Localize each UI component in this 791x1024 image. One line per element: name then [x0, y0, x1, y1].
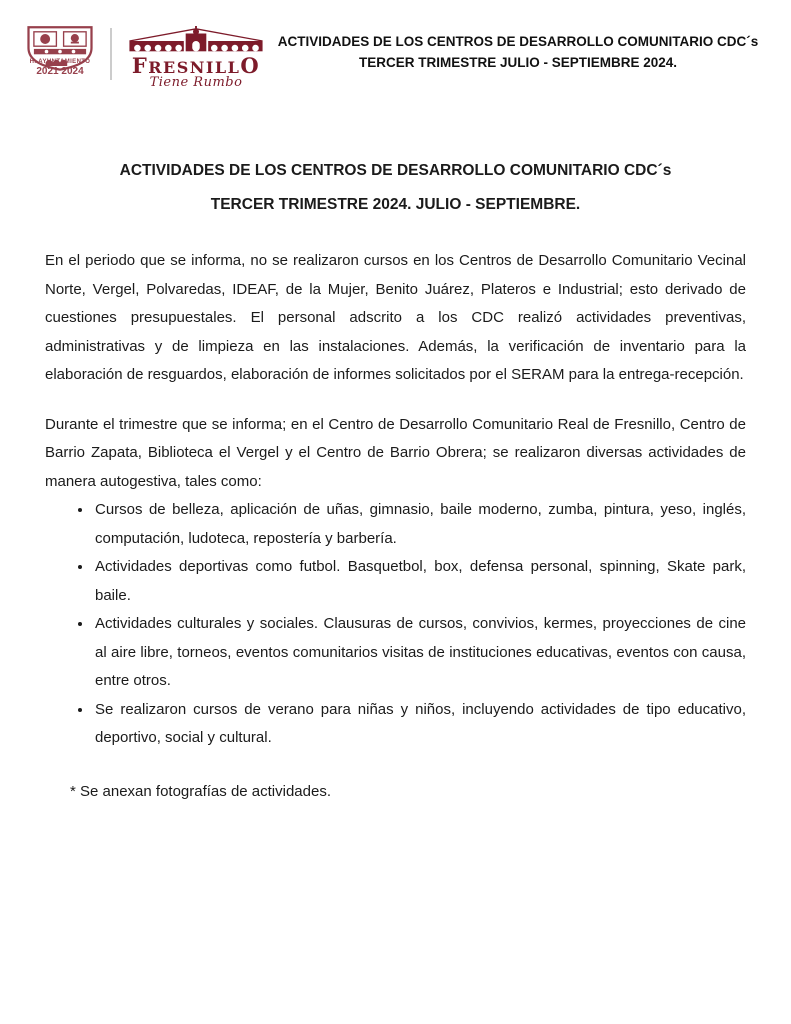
paragraph-no-courses: En el periodo que se informa, no se realizaron cursos en los Centros de Desarrollo Comunitario Vecinal Norte, Vergel, Polvaredas, IDEAF, de la Mujer, Benito Juárez, Plateros e Industrial; esto derivado de cuestiones presupuestales. El personal adscrito a los CDC realizó actividades preventivas, administrativas y de limpieza en las instalaciones. Además, la verificación de inventario para la elaboración de resguardos, elaboración de informes solicitados por el SERAM para la entrega-recepción.	[45, 252, 746, 383]
footnote: * Se anexan fotografías de actividades.	[70, 782, 332, 800]
fresnillo-logo	[120, 26, 272, 90]
document-body	[0, 154, 791, 806]
list-item	[93, 696, 746, 753]
wordmark-initial: F	[131, 53, 149, 78]
wordmark-middle: RESNILL	[148, 58, 241, 77]
document-title-line1: ACTIVIDADES DE LOS CENTROS DE DESARROLLO COMUNITARIO CDC´s	[119, 162, 672, 179]
document-title	[45, 154, 746, 222]
header-title-line1: ACTIVIDADES DE LOS CENTROS DE DESARROLLO COMUNITARIO CDC´s	[277, 34, 759, 49]
list-item	[93, 553, 746, 610]
list-item	[93, 610, 746, 696]
fresnillo-tagline: Tiene Rumbo	[149, 75, 243, 90]
crest-period-label: 2021 2024	[36, 66, 84, 77]
header-title-line2: TERCER TRIMESTRE JULIO - SEPTIEMBRE 2024.	[358, 55, 678, 70]
crest-ayuntamiento-label: H. AYUNTAMIENTO	[29, 59, 91, 65]
page-header	[0, 0, 791, 104]
activities-list	[45, 496, 746, 753]
list-item-text: Cursos de belleza, aplicación de uñas, gimnasio, baile moderno, zumba, pintura, yeso, inglés, computación, ludoteca, repostería y barbería.	[95, 501, 746, 547]
list-item	[93, 496, 746, 553]
header-doc-title	[268, 31, 768, 73]
logo-divider	[110, 28, 112, 80]
wordmark-final: O	[240, 53, 261, 78]
list-item-text: Actividades culturales y sociales. Clausuras de cursos, convivios, kermes, proyecciones de cine al aire libre, torneos, eventos comunitarios visitas de instituciones educativas, eventos con causa, entre otros.	[95, 615, 746, 689]
logo-group	[18, 24, 272, 90]
document-title-line2: TERCER TRIMESTRE 2024. JULIO - SEPTIEMBRE.	[210, 196, 581, 213]
paragraph-activities-intro: Durante el trimestre que se informa; en el Centro de Desarrollo Comunitario Real de Fresnillo, Centro de Barrio Zapata, Biblioteca el Vergel y el Centro de Barrio Obrera; se realizaron diversas actividades de manera autogestiva, tales como:	[45, 415, 746, 490]
list-item-text: Se realizaron cursos de verano para niñas y niños, incluyendo actividades de tipo educativo, deportivo, social y cultural.	[95, 700, 746, 746]
aqueduct-icon	[122, 26, 270, 56]
ayuntamiento-crest-logo	[18, 24, 102, 77]
list-item-text: Actividades deportivas como futbol. Basquetbol, box, defensa personal, spinning, Skate park, baile.	[95, 558, 746, 604]
fresnillo-wordmark	[120, 53, 272, 78]
